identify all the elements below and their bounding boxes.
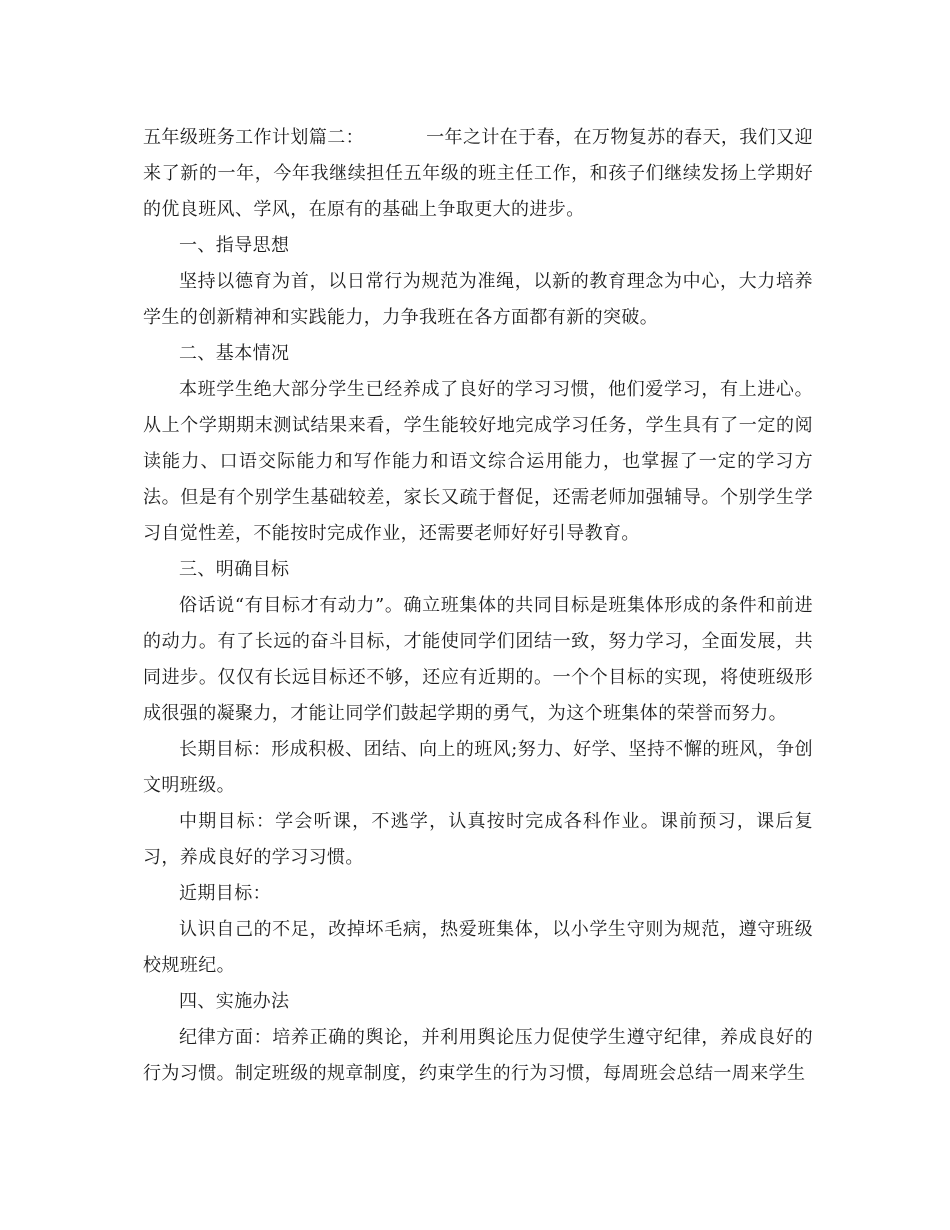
section-text-basic-situation: 本班学生绝大部分学生已经养成了良好的学习习惯，他们爱学习，有上进心。从上个学期期末测试结果来看，学生能较好地完成学习任务，学生具有了一定的阅读能力、口语交际能力和写作能力和语文综合运用能力，也掌握了一定的学习方法。但是有个别学生基础较差，家长又疏于督促，还需老师加强辅导。个别学生学习自觉性差，不能按时完成作业，还需要老师好好引导教育。 [143,379,813,544]
intro-paragraph [143,120,813,228]
intro-text: 一年之计在于春，在万物复苏的春天，我们又迎来了新的一年，今年我继续担任五年级的班主任工作，和孩子们继续发扬上学期好的优良班风、学风，在原有的基础上争取更大的进步。 [143,127,813,220]
section-text-guiding-thought: 坚持以德育为首，以日常行为规范为准绳，以新的教育理念为中心，大力培养学生的创新精神和实践能力，力争我班在各方面都有新的突破。 [143,271,813,328]
section-heading-clear-goals: 三、明确目标 [179,559,290,580]
document-body [143,120,813,1092]
section-heading-basic-situation: 二、基本情况 [179,343,290,364]
section-heading-implementation: 四、实施办法 [179,991,290,1012]
document-title: 五年级班务工作计划篇二： [143,127,365,148]
section-text-clear-goals: 俗话说“有目标才有动力”。确立班集体的共同目标是班集体形成的条件和前进的动力。有了长远的奋斗目标，才能使同学们团结一致，努力学习，全面发展，共同进步。仅仅有长远目标还不够，还应有近期的。一个个目标的实现，将使班级形成很强的凝聚力，才能让同学们鼓起学期的勇气，为这个班集体的荣誉而努力。 [143,595,813,724]
section-heading-guiding-thought: 一、指导思想 [179,235,290,256]
mid-term-goal: 中期目标：学会听课，不逃学，认真按时完成各科作业。课前预习，课后复习，养成良好的学习习惯。 [143,811,813,868]
near-term-goal-text: 认识自己的不足，改掉坏毛病，热爱班集体，以小学生守则为规范，遵守班级校规班纪。 [143,919,813,976]
section-text-implementation: 纪律方面：培养正确的舆论，并利用舆论压力促使学生遵守纪律，养成良好的行为习惯。制定班级的规章制度，约束学生的行为习惯，每周班会总结一周来学生 [143,1027,813,1084]
long-term-goal: 长期目标：形成积极、团结、向上的班风;努力、好学、坚持不懈的班风，争创文明班级。 [143,739,813,796]
near-term-goal-label: 近期目标： [179,883,271,904]
